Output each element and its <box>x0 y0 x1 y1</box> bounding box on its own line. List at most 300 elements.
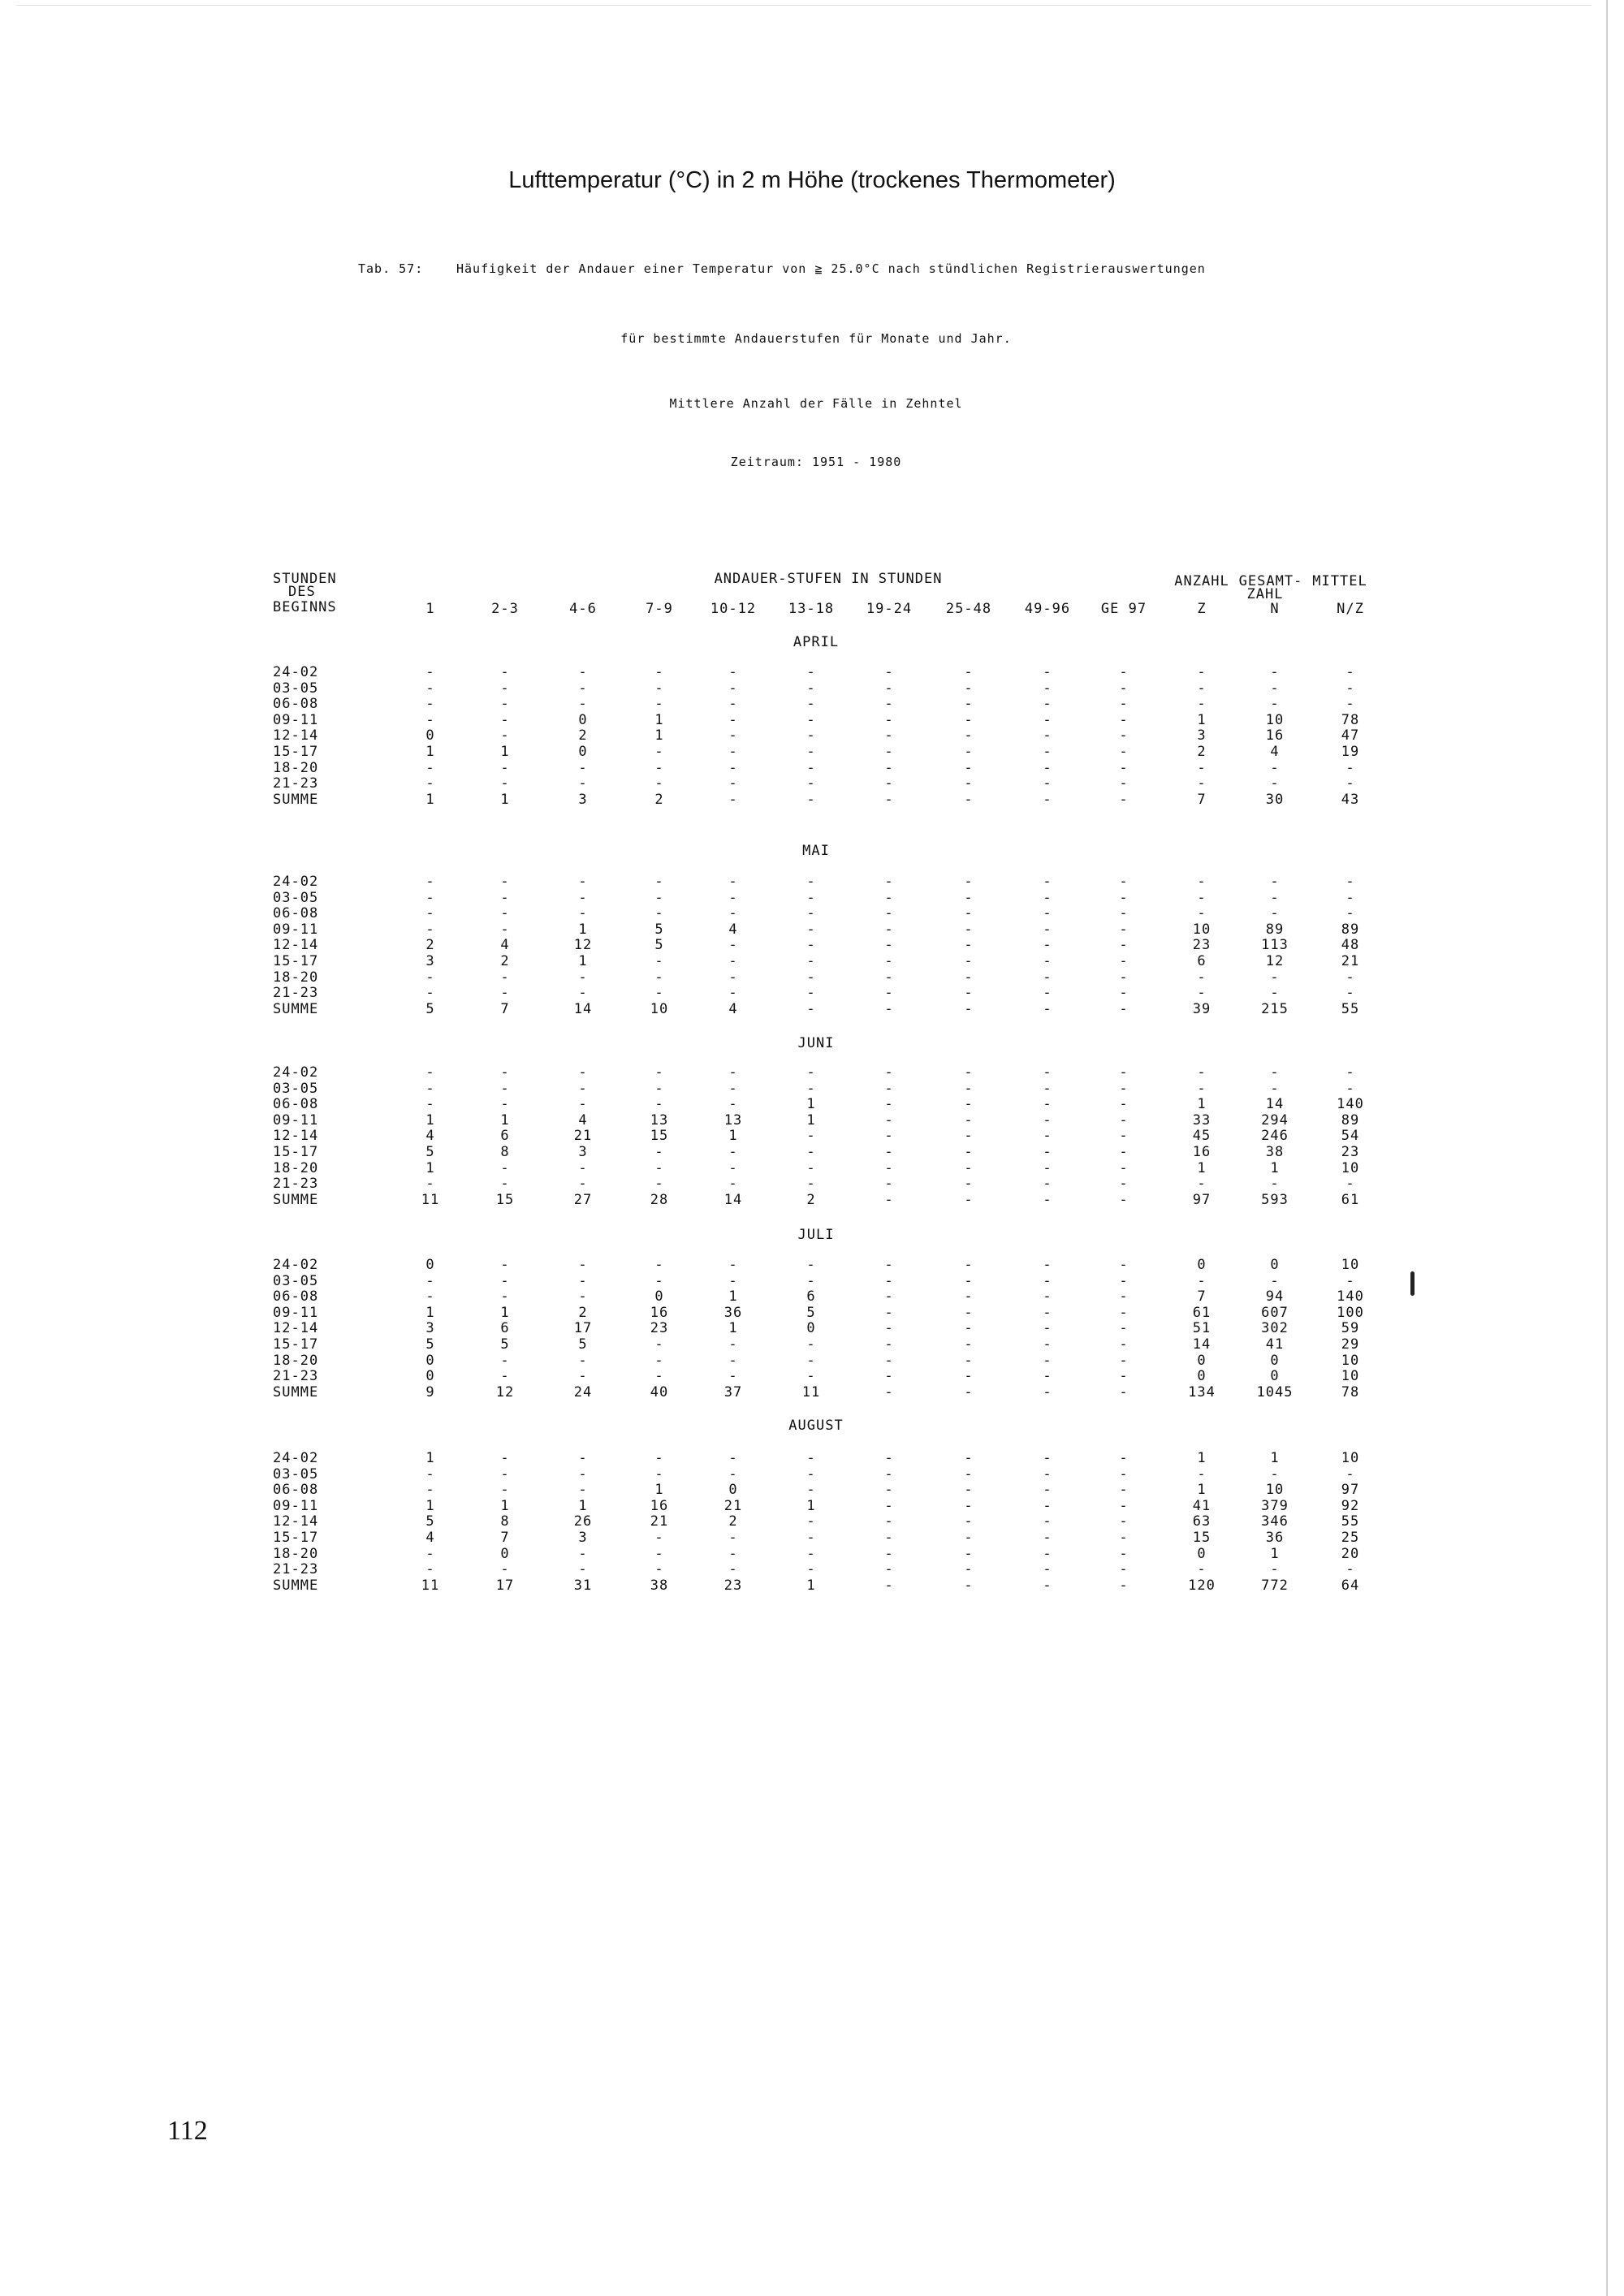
table-cell: - <box>1119 1513 1129 1530</box>
table-cell: - <box>654 1176 664 1193</box>
table-cell: - <box>654 985 664 1002</box>
row-label: 21-23 <box>273 1368 319 1385</box>
table-cell: - <box>1270 1064 1280 1081</box>
sum-row-label: SUMME <box>273 1383 319 1400</box>
table-cell: - <box>425 1096 435 1113</box>
table-cell: - <box>964 905 974 922</box>
table-cell: 1 <box>425 744 435 760</box>
table-cell: - <box>884 1111 894 1129</box>
table-cell: 4 <box>425 1530 435 1546</box>
table-cell: - <box>1119 1383 1129 1400</box>
table-cell: 29 <box>1341 1336 1360 1353</box>
table-cell: 20 <box>1341 1545 1360 1562</box>
table-cell: - <box>964 1159 974 1176</box>
table-cell: 9 <box>425 1383 435 1400</box>
table-cell: - <box>1043 1272 1052 1289</box>
table-cell: - <box>578 664 588 680</box>
table-cell: - <box>1043 1497 1052 1514</box>
table-cell: - <box>1119 1352 1129 1369</box>
table-cell: - <box>1119 874 1129 890</box>
table-cell: 1 <box>1197 1159 1207 1176</box>
table-cell: 10 <box>1341 1450 1360 1466</box>
table-cell: - <box>806 1368 816 1385</box>
table-cell: - <box>654 1272 664 1289</box>
table-cell: 1 <box>500 744 510 760</box>
table-cell: 0 <box>425 1257 435 1273</box>
table-cell: - <box>1043 664 1052 680</box>
table-cell: - <box>1119 1191 1129 1208</box>
table-cell: - <box>884 680 894 697</box>
table-cell: - <box>578 1176 588 1193</box>
table-cell: 100 <box>1337 1304 1364 1321</box>
table-cell: - <box>1197 969 1207 986</box>
table-cell: - <box>964 727 974 744</box>
table-cell: 113 <box>1261 937 1289 954</box>
table-cell: - <box>728 1465 738 1482</box>
table-cell: - <box>884 921 894 938</box>
table-cell: - <box>1119 1482 1129 1499</box>
row-label: 21-23 <box>273 1176 319 1193</box>
table-cell: - <box>1043 1304 1052 1321</box>
table-cell: - <box>1043 1545 1052 1562</box>
table-cell: 2 <box>806 1191 816 1208</box>
table-cell: - <box>578 889 588 906</box>
table-cell: - <box>1043 1080 1052 1097</box>
table-cell: - <box>728 759 738 776</box>
table-cell: - <box>654 1159 664 1176</box>
table-cell: 0 <box>500 1545 510 1562</box>
table-cell: - <box>500 1080 510 1097</box>
table-cell: - <box>1119 1288 1129 1306</box>
table-cell: - <box>425 1272 435 1289</box>
table-cell: - <box>654 1530 664 1546</box>
table-cell: - <box>500 696 510 713</box>
table-cell: - <box>500 874 510 890</box>
table-cell: 294 <box>1261 1111 1289 1129</box>
column-header: 13-18 <box>788 601 835 617</box>
table-cell: - <box>654 696 664 713</box>
table-cell: - <box>884 953 894 969</box>
row-label: 15-17 <box>273 1336 319 1353</box>
table-cell: - <box>884 1176 894 1193</box>
table-cell: 12 <box>573 937 593 954</box>
table-cell: - <box>806 874 816 890</box>
table-cell: - <box>1043 1176 1052 1193</box>
table-cell: - <box>654 1352 664 1369</box>
table-cell: - <box>500 1272 510 1289</box>
table-cell: 8 <box>500 1513 510 1530</box>
table-cell: 1 <box>1270 1545 1280 1562</box>
row-label: 03-05 <box>273 1080 319 1097</box>
table-cell: 1 <box>806 1497 816 1514</box>
table-cell: - <box>654 1257 664 1273</box>
row-label: 18-20 <box>273 1159 319 1176</box>
table-cell: 3 <box>425 1320 435 1337</box>
table-cell: 51 <box>1192 1320 1212 1337</box>
month-label: JULI <box>797 1227 835 1243</box>
table-cell: - <box>1345 985 1355 1002</box>
table-cell: - <box>1043 969 1052 986</box>
table-cell: 5 <box>578 1336 588 1353</box>
table-cell: - <box>500 1288 510 1306</box>
table-cell: 21 <box>723 1497 743 1514</box>
table-cell: - <box>884 1288 894 1306</box>
table-cell: 17 <box>495 1577 515 1594</box>
table-cell: 1 <box>500 1497 510 1514</box>
row-label: 09-11 <box>273 711 319 728</box>
table-cell: 21 <box>1341 953 1360 969</box>
table-cell: - <box>1345 759 1355 776</box>
table-cell: - <box>1197 696 1207 713</box>
row-header-line-2: DES <box>288 584 316 600</box>
table-cell: - <box>728 1064 738 1081</box>
column-header: 4-6 <box>569 601 597 617</box>
sum-row-label: SUMME <box>273 1000 319 1017</box>
table-cell: 607 <box>1261 1304 1289 1321</box>
row-label: 09-11 <box>273 1111 319 1129</box>
table-cell: 12 <box>1265 953 1285 969</box>
column-header: 1 <box>425 601 435 617</box>
table-cell: 0 <box>425 1352 435 1369</box>
header-zahl: ZAHL <box>1246 586 1284 602</box>
header-gesamt: GESAMT- <box>1238 573 1303 589</box>
table-cell: - <box>500 775 510 792</box>
table-cell: 4 <box>500 937 510 954</box>
table-cell: 4 <box>578 1111 588 1129</box>
sum-row-label: SUMME <box>273 1577 319 1594</box>
row-label: 21-23 <box>273 985 319 1002</box>
table-cell: 23 <box>1341 1144 1360 1160</box>
table-cell: - <box>500 1257 510 1273</box>
table-cell: - <box>1345 874 1355 890</box>
table-cell: - <box>964 1096 974 1113</box>
table-cell: - <box>1043 1383 1052 1400</box>
table-cell: 2 <box>654 791 664 808</box>
table-cell: 0 <box>578 711 588 728</box>
table-cell: 11 <box>801 1383 821 1400</box>
table-cell: - <box>578 1064 588 1081</box>
table-cell: 246 <box>1261 1128 1289 1145</box>
table-cell: - <box>884 874 894 890</box>
table-cell: 14 <box>1192 1336 1212 1353</box>
column-header: 25-48 <box>945 601 992 617</box>
table-cell: - <box>425 1545 435 1562</box>
table-cell: 61 <box>1192 1304 1212 1321</box>
table-cell: - <box>1345 1176 1355 1193</box>
table-cell: - <box>728 1096 738 1113</box>
table-cell: - <box>1345 1561 1355 1578</box>
table-cell: 1 <box>728 1128 738 1145</box>
table-cell: - <box>964 1561 974 1578</box>
row-label: 24-02 <box>273 1257 319 1273</box>
table-cell: - <box>728 1176 738 1193</box>
table-cell: - <box>500 1465 510 1482</box>
table-cell: - <box>806 985 816 1002</box>
table-cell: - <box>578 696 588 713</box>
table-cell: 6 <box>806 1288 816 1306</box>
table-cell: - <box>1043 1513 1052 1530</box>
table-cell: - <box>654 874 664 890</box>
row-label: 24-02 <box>273 664 319 680</box>
table-cell: - <box>1043 1000 1052 1017</box>
column-header: GE 97 <box>1100 601 1147 617</box>
table-cell: - <box>806 1530 816 1546</box>
table-cell: - <box>806 1257 816 1273</box>
row-label: 03-05 <box>273 680 319 697</box>
table-cell: - <box>1197 1176 1207 1193</box>
table-cell: 16 <box>650 1304 669 1321</box>
table-cell: - <box>425 889 435 906</box>
table-cell: 0 <box>1197 1257 1207 1273</box>
table-cell: - <box>1043 1530 1052 1546</box>
table-cell: 1 <box>806 1096 816 1113</box>
table-cell: 1 <box>728 1320 738 1337</box>
row-label: 21-23 <box>273 775 319 792</box>
table-cell: 2 <box>1197 744 1207 760</box>
caption-table-number: Tab. 57: <box>358 261 424 276</box>
table-cell: - <box>1270 1272 1280 1289</box>
table-cell: - <box>500 1159 510 1176</box>
table-cell: - <box>500 759 510 776</box>
table-cell: - <box>884 1080 894 1097</box>
table-cell: 10 <box>1265 1482 1285 1499</box>
table-cell: - <box>884 937 894 954</box>
table-cell: - <box>578 1545 588 1562</box>
table-cell: - <box>425 759 435 776</box>
table-cell: - <box>578 1465 588 1482</box>
table-cell: 10 <box>1341 1352 1360 1369</box>
table-cell: - <box>728 1368 738 1385</box>
table-cell: 10 <box>1192 921 1212 938</box>
table-cell: - <box>1197 664 1207 680</box>
table-cell: - <box>1043 874 1052 890</box>
table-cell: - <box>500 727 510 744</box>
table-cell: - <box>425 711 435 728</box>
table-cell: 1 <box>806 1111 816 1129</box>
table-cell: - <box>964 1465 974 1482</box>
table-cell: - <box>806 905 816 922</box>
table-cell: 13 <box>650 1111 669 1129</box>
table-cell: 0 <box>1270 1352 1280 1369</box>
column-header: 10-12 <box>710 601 757 617</box>
row-label: 06-08 <box>273 905 319 922</box>
table-cell: - <box>884 1561 894 1578</box>
table-cell: 10 <box>1265 711 1285 728</box>
table-cell: - <box>884 1159 894 1176</box>
column-header: N <box>1270 601 1280 617</box>
table-cell: - <box>1119 1159 1129 1176</box>
table-cell: 55 <box>1341 1513 1360 1530</box>
table-cell: - <box>964 1144 974 1160</box>
table-cell: 0 <box>578 744 588 760</box>
table-cell: - <box>1043 775 1052 792</box>
table-cell: - <box>964 1080 974 1097</box>
table-cell: - <box>578 969 588 986</box>
table-cell: 0 <box>1270 1368 1280 1385</box>
table-cell: - <box>578 1272 588 1289</box>
table-cell: - <box>1345 1064 1355 1081</box>
table-cell: - <box>1119 905 1129 922</box>
table-cell: - <box>884 1144 894 1160</box>
table-cell: 36 <box>723 1304 743 1321</box>
table-cell: 64 <box>1341 1577 1360 1594</box>
table-cell: - <box>1345 775 1355 792</box>
table-cell: 43 <box>1341 791 1360 808</box>
scan-top-line <box>16 5 1592 6</box>
table-cell: - <box>806 711 816 728</box>
table-cell: - <box>1345 680 1355 697</box>
table-cell: - <box>1197 889 1207 906</box>
table-cell: - <box>964 759 974 776</box>
table-cell: - <box>425 921 435 938</box>
table-cell: 0 <box>806 1320 816 1337</box>
table-cell: - <box>964 1288 974 1306</box>
table-cell: - <box>884 1257 894 1273</box>
table-cell: 5 <box>654 937 664 954</box>
row-label: 06-08 <box>273 1288 319 1306</box>
table-cell: 16 <box>1265 727 1285 744</box>
table-cell: 89 <box>1341 1111 1360 1129</box>
table-cell: - <box>806 969 816 986</box>
column-header: 7-9 <box>646 601 673 617</box>
table-cell: 11 <box>421 1191 440 1208</box>
table-cell: - <box>806 775 816 792</box>
table-cell: - <box>806 759 816 776</box>
table-cell: - <box>806 1465 816 1482</box>
table-cell: - <box>1270 985 1280 1002</box>
table-cell: - <box>654 1368 664 1385</box>
table-cell: 16 <box>1192 1144 1212 1160</box>
table-cell: - <box>964 889 974 906</box>
table-cell: - <box>1119 1368 1129 1385</box>
page-title: Lufttemperatur (°C) in 2 m Höhe (trockenes Thermometer) <box>508 167 1116 193</box>
table-cell: - <box>728 969 738 986</box>
table-cell: - <box>1119 791 1129 808</box>
table-cell: - <box>1345 969 1355 986</box>
table-cell: 6 <box>500 1320 510 1337</box>
table-cell: 94 <box>1265 1288 1285 1306</box>
table-cell: - <box>884 1191 894 1208</box>
table-cell: - <box>1043 937 1052 954</box>
table-cell: 97 <box>1341 1482 1360 1499</box>
table-cell: 1 <box>425 1304 435 1321</box>
table-cell: - <box>1119 969 1129 986</box>
table-cell: - <box>728 874 738 890</box>
table-cell: - <box>578 775 588 792</box>
table-cell: 346 <box>1261 1513 1289 1530</box>
table-cell: - <box>1119 664 1129 680</box>
table-cell: - <box>500 1368 510 1385</box>
table-cell: - <box>1043 680 1052 697</box>
table-cell: 23 <box>650 1320 669 1337</box>
table-cell: 41 <box>1265 1336 1285 1353</box>
table-cell: - <box>1119 775 1129 792</box>
table-cell: 10 <box>1341 1368 1360 1385</box>
table-cell: - <box>1043 1128 1052 1145</box>
table-cell: - <box>578 1159 588 1176</box>
table-cell: - <box>884 1577 894 1594</box>
table-cell: - <box>806 1128 816 1145</box>
table-cell: 14 <box>573 1000 593 1017</box>
table-cell: - <box>654 775 664 792</box>
table-cell: - <box>500 711 510 728</box>
table-cell: 19 <box>1341 744 1360 760</box>
table-cell: - <box>964 953 974 969</box>
table-cell: - <box>654 889 664 906</box>
table-cell: - <box>1119 985 1129 1002</box>
table-cell: - <box>884 759 894 776</box>
table-cell: - <box>500 905 510 922</box>
table-cell: - <box>1197 775 1207 792</box>
table-cell: - <box>578 1368 588 1385</box>
table-cell: - <box>964 1497 974 1514</box>
table-cell: - <box>1270 696 1280 713</box>
table-cell: 92 <box>1341 1497 1360 1514</box>
table-cell: 31 <box>573 1577 593 1594</box>
table-cell: 38 <box>650 1577 669 1594</box>
table-cell: - <box>654 680 664 697</box>
table-cell: - <box>806 791 816 808</box>
table-cell: - <box>884 791 894 808</box>
table-cell: 15 <box>1192 1530 1212 1546</box>
table-cell: 1 <box>806 1577 816 1594</box>
table-cell: - <box>884 1304 894 1321</box>
table-cell: 5 <box>425 1336 435 1353</box>
table-cell: 0 <box>1197 1545 1207 1562</box>
table-cell: - <box>1345 664 1355 680</box>
table-cell: 0 <box>654 1288 664 1306</box>
table-cell: - <box>1119 1465 1129 1482</box>
table-cell: 1 <box>425 1450 435 1466</box>
table-cell: - <box>500 1176 510 1193</box>
table-cell: - <box>964 921 974 938</box>
table-cell: 55 <box>1341 1000 1360 1017</box>
table-cell: 0 <box>1197 1368 1207 1385</box>
table-cell: - <box>1197 985 1207 1002</box>
table-cell: - <box>1119 937 1129 954</box>
table-cell: - <box>1119 1450 1129 1466</box>
table-cell: 59 <box>1341 1320 1360 1337</box>
table-cell: - <box>1270 889 1280 906</box>
table-cell: 45 <box>1192 1128 1212 1145</box>
table-cell: 1 <box>500 791 510 808</box>
table-cell: - <box>884 1272 894 1289</box>
table-cell: 1 <box>654 727 664 744</box>
table-cell: - <box>1197 1465 1207 1482</box>
table-cell: - <box>1270 1561 1280 1578</box>
table-cell: - <box>728 696 738 713</box>
table-cell: - <box>425 874 435 890</box>
page-number: 112 <box>167 2116 208 2146</box>
row-label: 12-14 <box>273 1320 319 1337</box>
table-cell: - <box>1119 711 1129 728</box>
row-label: 12-14 <box>273 937 319 954</box>
table-cell: 0 <box>425 727 435 744</box>
table-cell: 1 <box>1197 711 1207 728</box>
row-label: 06-08 <box>273 1482 319 1499</box>
table-cell: - <box>964 1352 974 1369</box>
table-cell: 25 <box>1341 1530 1360 1546</box>
row-label: 18-20 <box>273 1352 319 1369</box>
table-cell: - <box>425 1465 435 1482</box>
table-cell: 772 <box>1261 1577 1289 1594</box>
table-cell: 10 <box>650 1000 669 1017</box>
table-cell: - <box>1043 1144 1052 1160</box>
table-cell: 36 <box>1265 1530 1285 1546</box>
table-cell: - <box>1119 953 1129 969</box>
table-cell: 140 <box>1337 1096 1364 1113</box>
table-cell: - <box>425 905 435 922</box>
